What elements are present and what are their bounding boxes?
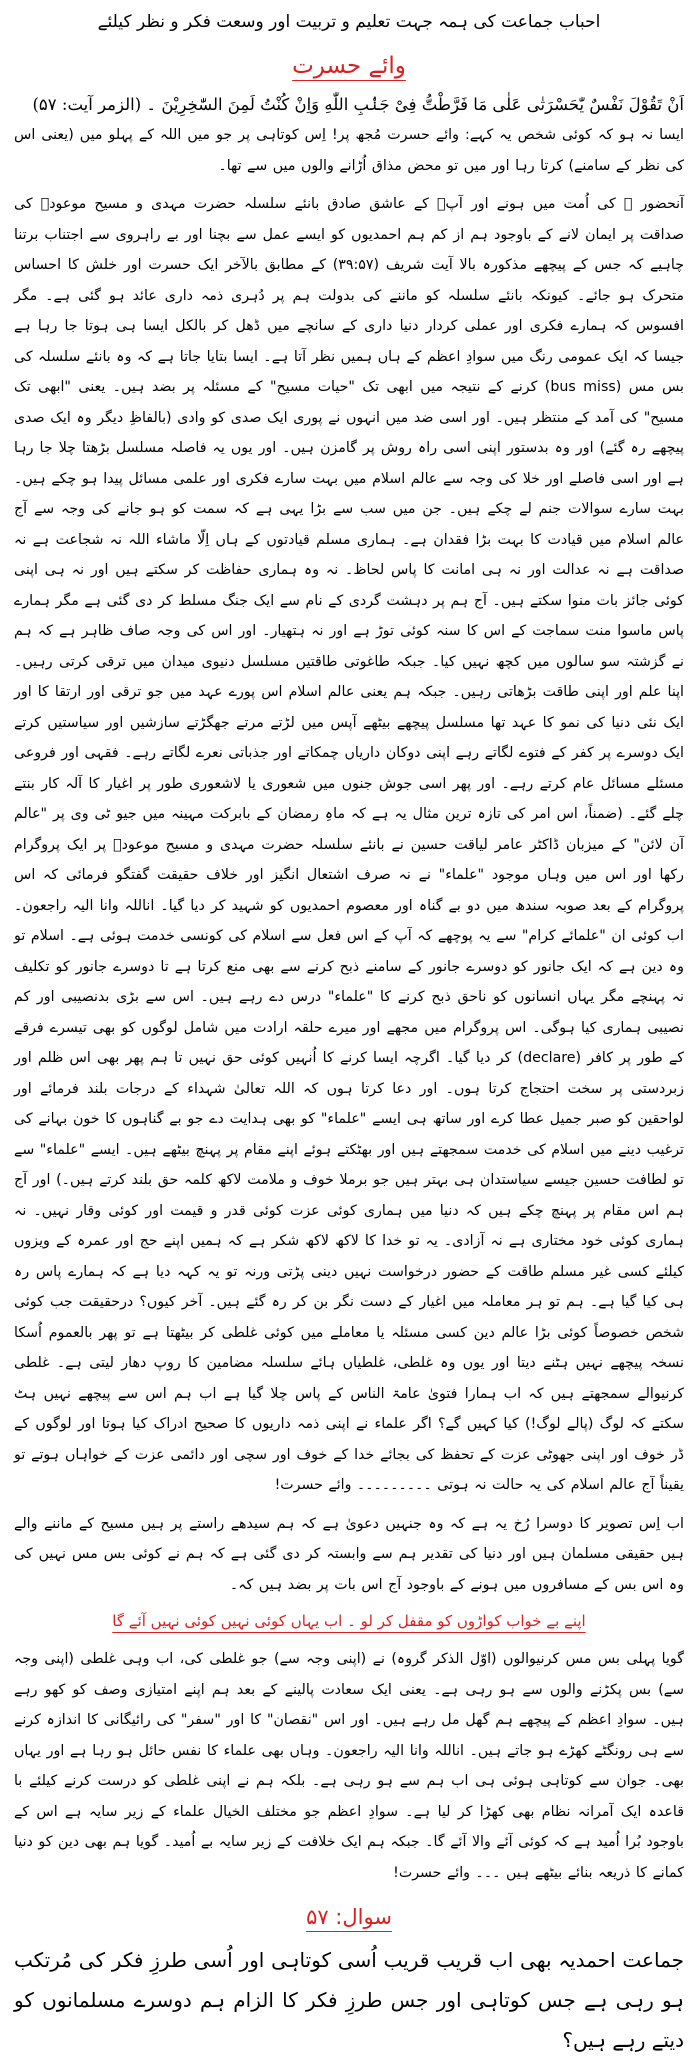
verse-translation: ایسا نہ ہو کہ کوئی شخص یہ کہے: وائے حسرت مُجھ پر! اِس کوتاہی پر جو میں اللہ کے پہلو میں (یعنی اس کی نظر کے سامنے) کرتا رہا اور میں تو محض مذاق اُڑانے والوں میں سے تھا۔ <box>14 127 684 174</box>
poetry-highlight-text: اپنے بے خواب کواڑوں کو مقفل کر لو ۔ اب یہاں کوئی نہیں کوئی نہیں آئے گا <box>112 1612 586 1630</box>
page-subtitle: احباب جماعت کی ہمہ جہت تعلیم و تربیت اور وسعت فکر و نظر کیلئے <box>97 12 601 32</box>
article-body-paragraph: آنحضور ﷺ کی اُمت میں ہونے اور آپؐ کے عاشق صادق بانئے سلسلہ حضرت مہدی و مسیح موعودؑ کی صداقت پر ایمان لانے کے باوجود ہم از کم ہم احمدیوں کو ایسے عمل سے بچنا اور بے راہروی سے اجتناب برتنا چاہیے کہ جس کے پیچھے مذکورہ بالا آیت شریف (۳۹:۵۷) کے مطابق بالآخر ایک حسرت اور خلش کا احساس متحرک ہو جائے۔ کیونکہ بانئے سلسلہ کو ماننے کی بدولت ہم پر دُہری ذمہ داری عائد ہو گئی ہے۔ مگر افسوس کہ ہمارے فکری اور عملی کردار دنیا داری کے سانچے میں ڈھل کر بالکل ایسا ہی ہوتا جا رہا ہے جیسا کہ ایک عمومی رنگ میں سوادِ اعظم کے ہاں ہمیں نظر آتا ہے۔ ایسا بتایا جاتا ہے کہ وہ بانئے سلسلہ کی بس مس (bus miss) کرنے کے نتیجہ میں ابھی تک "حیات مسیح" کے مسئلہ پر بضد ہیں۔ یعنی "ابھی تک مسیح" کی آمد کے منتظر ہیں۔ اور اسی ضد میں انہوں نے پوری ایک صدی کو وادی (بالفاظِ دیگر وہ ایک صدی پیچھے رہ گئے) اور وہ بدستور اپنی اسی راہ روش پر گامزن ہیں۔ اور یوں یہ فاصلہ مسلسل بڑھتا چلا جا رہا ہے اور اسی فاصلے اور خلا کی وجہ سے عالم اسلام میں بہت سارے فکری اور علمی مسائل پیدا ہو چکے ہیں۔ بہت سارے سوالات جنم لے چکے ہیں۔ جن میں سب سے بڑا یہی ہے کہ سمت کو ہو جانے کی وجہ سے آج عالم اسلام میں قیادت کا بہت بڑا فقدان ہے۔ ہماری مسلم قیادتوں کے ہاں اِلّا ماشاء اللہ نہ شجاعت ہے نہ صداقت ہے نہ عدالت اور نہ ہی امانت کا پاس لحاظ۔ نہ وہ ہماری حفاظت کر سکتے ہیں اور نہ ہی اپنی کوئی جائز بات منوا سکتے ہیں۔ آج ہم پر دہشت گردی کے نام سے ایک جنگ مسلط کر دی گئی ہے مگر ہمارے پاس ماسوا منت سماجت کے اس کا سنہ کوئی توڑ ہے اور نہ ہتھیار۔ اور اس کی وجہ صاف ظاہر ہے کہ ہم نے گزشتہ سو سالوں میں کچھ نہیں کیا۔ جبکہ طاغوتی طاقتیں مسلسل دنیوی میدان میں ترقی کرتی رہیں۔ اپنا علم اور اپنی طاقت بڑھاتی رہیں۔ جبکہ ہم یعنی عالم اسلام اس پورے عہد میں جو ترقی اور ارتقا کا اور ایک نئی دنیا کی نمو کا عہد تھا مسلسل پیچھے بیٹھے آپس میں لڑتے مرتے جھگڑتے سازشیں اور سیاستیں کرتے ایک دوسرے پر کفر کے فتوے لگاتے رہے اپنی دوکان داریاں چمکاتے اور جذباتی نعرے لگاتے رہے۔ فقہی اور فروعی مسئلے مسائل عام کرتے رہے۔ اور پھر اسی جوش جنوں میں شعوری یا لاشعوری طور پر اغیار کا آلہ کار بنتے چلے گئے۔ (ضمناً، اس امر کی تازہ ترین مثال یہ ہے کہ ماہِ رمضان کے بابرکت مہینہ میں جیو ٹی وی پر "عالم آن لائن" کے میزبان ڈاکٹر عامر لیاقت حسین نے بانئے سلسلہ حضرت مہدی و مسیح موعودؑ پر ایک پروگرام رکھا اور اس میں وہاں موجود "علماء" نے نہ صرف اشتعال انگیز اور خلاف حقیقت گفتگو فرمائی کہ اس پروگرام کے بعد صوبہ سندھ میں دو بے گناہ اور معصوم احمدیوں کو شہید کر دیا گیا۔ اناللہ وانا الیہ راجعون۔ اب کوئی ان "علمائے کرام" سے یہ پوچھے کہ آپ کے اس فعل سے اسلام کی کونسی خدمت ہوئی ہے۔ اسلام تو وہ دین ہے کہ ایک جانور کو دوسرے جانور کے سامنے ذبح کرنے سے بھی منع کرتا ہے تا دوسرے جانور کو تکلیف نہ پہنچے مگر یہاں انسانوں کو ناحق ذبح کرنے کا "علماء" درس دے رہے ہیں۔ اس سے بڑی بدنصیبی اور کم نصیبی ہماری کیا ہوگی۔ اس پروگرام میں مجھے اور میرے حلقہ ارادت میں شامل لوگوں کو بھی تیسرے فرقے کے طور پر کافر (declare) کر دیا گیا۔ اگرچہ ایسا کرنے کا اُنہیں کوئی حق نہیں تا ہم پھر بھی اس ظلم اور زبردستی پر سخت احتجاج کرتا ہوں۔ اور دعا کرتا ہوں کہ اللہ تعالیٰ شہداء کے درجات بلند فرمائے اور لواحقین کو صبر جمیل عطا کرے اور ساتھ ہی ایسے "علماء" کو بھی ہدایت دے جو بے گناہوں کا خون بہانے کی ترغیب دینے میں اسلام کی خدمت سمجھتے ہیں اور بھٹکتے ہوئے اپنے مقام پر پہنچ بیٹھے ہیں۔ ایسے "علماء" سے تو لطافت حسین جیسے سیاستدان ہی بہتر ہیں جو برملا خوف و ملامت لاکھ کلمہ حق بلند کرتے ہیں۔) اور آج ہم اس مقام پر پہنچ چکے ہیں کہ دنیا میں ہماری کوئی عزت کوئی قدر و قیمت اور کوئی وقار نہیں۔ نہ ہماری کوئی خود مختاری ہے نہ آزادی۔ یہ تو خدا کا لاکھ لاکھ شکر ہے کہ ہمیں اپنے حج اور عمرہ کے ویزوں کیلئے کسی غیر مسلم طاقت کے حضور درخواست نہیں دینی پڑتی ورنہ تو یہ کہہ دیا ہے کہ ہمارے پاس رہ ہی کیا گیا ہے۔ ہم تو ہر معاملہ میں اغیار کے دست نگر بن کر رہ گئے ہیں۔ آخر کیوں؟ درحقیقت جب کوئی شخص خصوصاً کوئی بڑا عالم دین کسی مسئلہ یا معاملے میں کوئی غلطی کر بیٹھتا ہے تو پھر بالعموم اُسکا نسخہ پیچھے نہیں ہٹنے دیتا اور یوں وہ غلطی، غلطیاں ہائے سلسلہ مضامین کا روپ دھار لیتی ہے۔ غلطی کرنیوالے سمجھتے ہیں کہ اب ہمارا فتویٰ عامۃ الناس کے پاس چلا گیا ہے اب ہم اس سے پیچھے نہیں ہٹ سکتے کہ لوگ (پالے لوگ!) کیا کہیں گے؟ اگر علماء نے اپنی ذمہ داریوں کا صحیح ادراک کیا ہوتا اور لوگوں کے ڈر خوف اور اپنی جھوٹی عزت کے تحفظ کی بجائے خدا کے خوف اور سچی اور دائمی عزت کے خواہاں ہوتے تو یقیناً آج عالم اسلام کی یہ حالت نہ ہوتی ۔۔۔۔۔۔۔۔۔ وائے حسرت! <box>14 196 684 1493</box>
second-aspect-paragraph: اب اِس تصویر کا دوسرا رُخ یہ ہے کہ وہ جنہیں دعویٰ ہے کہ ہم سیدھے راستے پر ہیں مسیح کے ماننے والے ہیں حقیقی مسلمان ہیں اور دنیا کی تقدیر ہم سے وابستہ کر دی گئی ہے کہ ہم نے کوئی بس مس نہیں کی وہ اس بس کے مسافروں میں ہونے کے باوجود آج اس بات پر بضد ہیں کہ۔ <box>14 1515 684 1593</box>
article-title: وائے حسرت <box>292 53 406 79</box>
question-text: جماعت احمدیہ بھی اب قریب قریب اُسی کوتاہی اور اُسی طرزِ فکر کی مُرتکب ہو رہی ہے جس کوتاہی اور جس طرزِ فکر کا الزام ہم دوسرے مسلمانوں کو دیتے رہے ہیں؟ <box>14 1948 684 2052</box>
quran-verse: اَنْ تَقُوْلَ نَفْسٌ یّٰحَسْرَتٰی عَلٰی مَا فَرَّطْتُّ فِیْ جَنْۢبِ اللّٰهِ وَاِنْ كُنْتُ لَمِنَ السّٰخِرِیْنَ ۔ (الزمر آیت: ۵۷) <box>32 95 684 114</box>
question-heading: سوال: ۵۷ <box>306 1905 392 1929</box>
poetry-highlight <box>14 1608 684 1634</box>
closing-paragraph: گویا پہلی بس مس کرنیوالوں (اوّل الذکر گروہ) نے (اپنی وجہ سے) جو غلطی کی، اب وہی غلطی (اپنی وجہ سے) بس پکڑنے والوں سے ہو رہی ہے۔ یعنی ایک سعادت پالینے کے بعد ہم اپنے امتیازی وصف کو کھو رہے ہیں۔ سوادِ اعظم کے پیچھے ہم گھل مل رہے ہیں۔ اور اس "نقصان" کا اور "سفر" کی رائیگانی کا اندازہ کرنے سے ہی رونگٹے کھڑے ہو جاتے ہیں۔ اناللہ وانا الیہ راجعون۔ وہاں بھی علماء کا نفس حائل ہو رہا ہے اور یہاں بھی۔ جوان سے کوتاہی ہوئی ہی اب ہم سے ہو رہی ہے۔ بلکہ ہم نے اپنی غلطی کو درست کرنے کیلئے با قاعدہ ایک آمرانہ نظام بھی کھڑا کر لیا ہے۔ سوادِ اعظم جو مختلف الخیال علماء کے زیر سایہ ہے اس کے باوجود بُرا اُمید ہے کہ کوئی آئے والا آئے گا۔ جبکہ ہم ایک خلافت کے زیر سایہ بے اُمید۔ گویا ہم بھی دین کو دنیا کمانے کا ذریعہ بنائے بیٹھے ہیں ۔۔۔ وائے حسرت! <box>14 1651 684 1881</box>
